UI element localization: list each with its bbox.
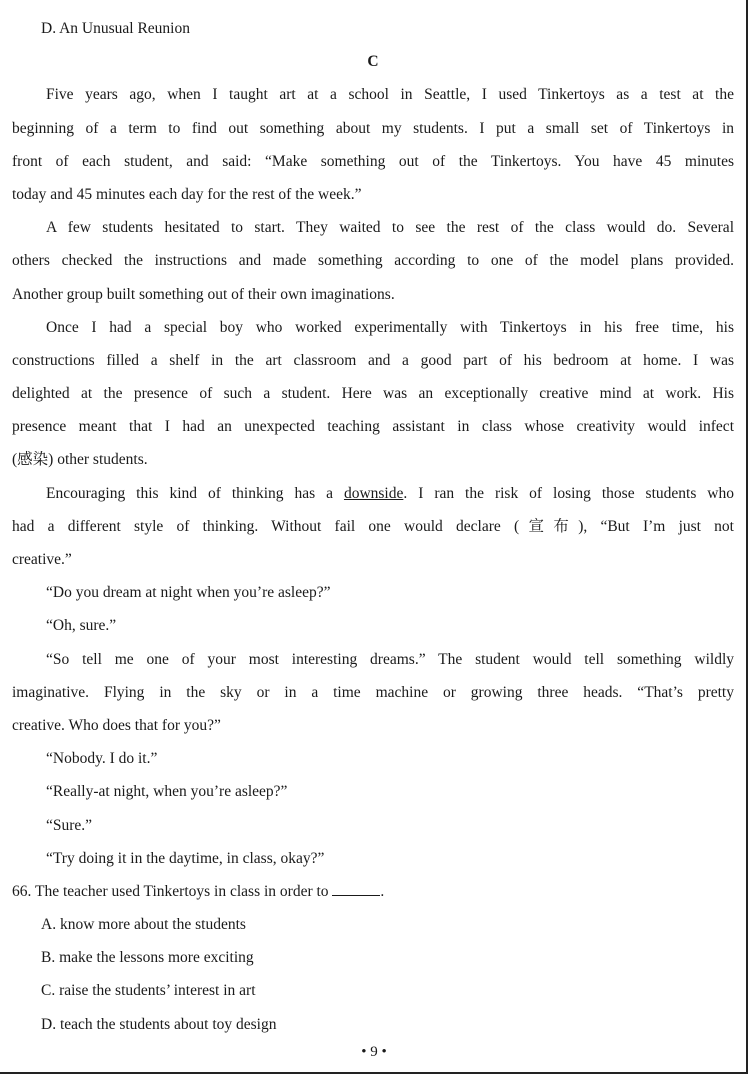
section-heading: C [367, 53, 379, 71]
dialogue-line: “Nobody. I do it.” [46, 750, 158, 768]
paragraph-line: Another group built something out of their own imaginations. [12, 285, 395, 303]
paragraph-3 [12, 311, 734, 477]
paragraph-line: presence meant that I had an unexpected teaching assistant in class whose creativity would infect [12, 418, 734, 436]
option-b[interactable]: B. make the lessons more exciting [41, 949, 254, 967]
paragraph-line: front of each student, and said: “Make something out of the Tinkertoys. You have 45 minutes [12, 152, 734, 170]
underlined-word: downside [343, 484, 404, 502]
paragraph-line: Once I had a special boy who worked experimentally with Tinkertoys in his free time, his [46, 318, 734, 336]
paragraph-line: others checked the instructions and made something according to one of the model plans provided. [12, 252, 734, 270]
dialogue-line: “Oh, sure.” [46, 617, 117, 635]
paragraph-5 [12, 643, 734, 743]
question-66-stem [12, 875, 734, 908]
dialogue-line: “Really-at night, when you’re asleep?” [46, 783, 288, 801]
paragraph-line: beginning of a term to find out something about my students. I put a small set of Tinkertoys in [12, 119, 734, 137]
paragraph-line: today and 45 minutes each day for the rest of the week.” [12, 185, 362, 203]
paragraph-line: (感染) other students. [12, 451, 148, 469]
paragraph-line: A few students hesitated to start. They waited to see the rest of the class would do. Several [46, 219, 734, 237]
paragraph-line: constructions filled a shelf in the art classroom and a good part of his bedroom at home. I was [12, 351, 734, 369]
previous-question-option-d: D. An Unusual Reunion [41, 20, 190, 37]
paragraph-line: delighted at the presence of such a student. Here was an exceptionally creative mind at work. His [12, 385, 734, 403]
paragraph-line: imaginative. Flying in the sky or in a time machine or growing three heads. “That’s pretty [12, 683, 734, 701]
answer-blank [332, 881, 380, 896]
paragraph-4 [12, 477, 734, 577]
text-segment: . I ran the risk of losing those students who [403, 484, 734, 502]
dialogue-line: “Try doing it in the daytime, in class, okay?” [46, 849, 325, 867]
page-content [12, 12, 734, 1041]
option-d[interactable]: D. teach the students about toy design [41, 1015, 277, 1033]
question-text: 66. The teacher used Tinkertoys in class in order to [12, 882, 333, 900]
paragraph-line: creative. Who does that for you?” [12, 716, 221, 734]
paragraph-line: creative.” [12, 551, 72, 568]
option-c[interactable]: C. raise the students’ interest in art [41, 982, 256, 1000]
page-number: • 9 • [361, 1044, 387, 1060]
paragraph-line: “So tell me one of your most interesting dreams.” The student would tell something wildly [46, 650, 734, 668]
paragraph-1 [12, 78, 734, 211]
paragraph-2 [12, 211, 734, 311]
paragraph-line [12, 477, 734, 510]
dialogue-line: “Do you dream at night when you’re asleep?” [46, 584, 331, 602]
question-period: . [380, 882, 385, 900]
paragraph-line: Five years ago, when I taught art at a school in Seattle, I used Tinkertoys as a test at the [46, 86, 734, 104]
dialogue-line: “Sure.” [46, 816, 93, 834]
paragraph-line: had a different style of thinking. Without fail one would declare (宣布), “But I’m just not [12, 517, 734, 535]
option-a[interactable]: A. know more about the students [41, 916, 246, 934]
text-segment: Encouraging this kind of thinking has a [46, 484, 344, 502]
